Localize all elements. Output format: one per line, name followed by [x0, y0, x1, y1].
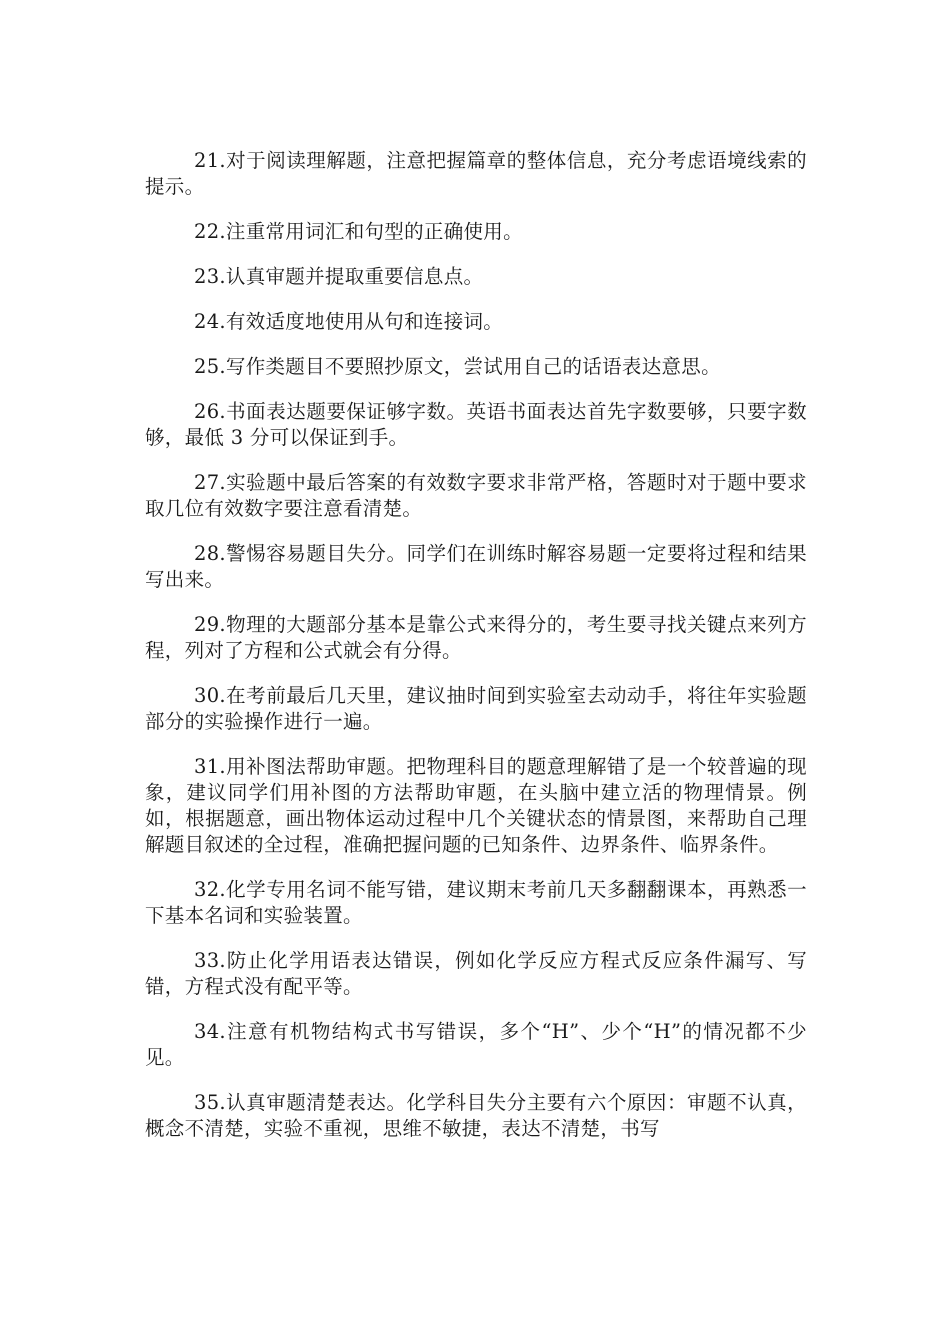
paragraph-31: 31.用补图法帮助审题。把物理科目的题意理解错了是一个较普遍的现象，建议同学们用补图的方法帮助审题，在头脑中建立活的物理情景。例如，根据题意，画出物体运动过程中几个关键状态的情景图，来帮助自己理解题目叙述的全过程，准确把握问题的已知条件、边界条件、临界条件。	[145, 755, 807, 856]
paragraph-28: 28.警惕容易题目失分。同学们在训练时解容易题一定要将过程和结果写出来。	[145, 542, 807, 591]
paragraph-35: 35.认真审题清楚表达。化学科目失分主要有六个原因：审题不认真，概念不清楚，实验不重视，思维不敏捷，表达不清楚，书写	[145, 1091, 807, 1140]
paragraph-23: 23.认真审题并提取重要信息点。	[194, 265, 484, 288]
paragraph-32: 32.化学专用名词不能写错，建议期末考前几天多翻翻课本，再熟悉一下基本名词和实验装置。	[145, 878, 807, 927]
paragraph-22: 22.注重常用词汇和句型的正确使用。	[194, 220, 523, 243]
paragraph-24: 24.有效适度地使用从句和连接词。	[194, 310, 504, 333]
paragraph-30: 30.在考前最后几天里，建议抽时间到实验室去动动手，将往年实验题部分的实验操作进行一遍。	[145, 684, 807, 733]
paragraph-33: 33.防止化学用语表达错误，例如化学反应方程式反应条件漏写、写错，方程式没有配平等。	[145, 949, 807, 998]
paragraph-25: 25.写作类题目不要照抄原文，尝试用自己的话语表达意思。	[194, 355, 721, 378]
paragraph-21: 21.对于阅读理解题，注意把握篇章的整体信息，充分考虑语境线索的提示。	[145, 149, 807, 198]
paragraph-27: 27.实验题中最后答案的有效数字要求非常严格，答题时对于题中要求取几位有效数字要注意看清楚。	[145, 471, 807, 520]
paragraph-29: 29.物理的大题部分基本是靠公式来得分的，考生要寻找关键点来列方程，列对了方程和公式就会有分得。	[145, 613, 807, 662]
paragraph-34: 34.注意有机物结构式书写错误，多个“H”、少个“H”的情况都不少见。	[145, 1020, 807, 1069]
paragraph-26: 26.书面表达题要保证够字数。英语书面表达首先字数要够，只要字数够，最低 3 分可以保证到手。	[145, 400, 807, 449]
document-body	[145, 148, 807, 1161]
